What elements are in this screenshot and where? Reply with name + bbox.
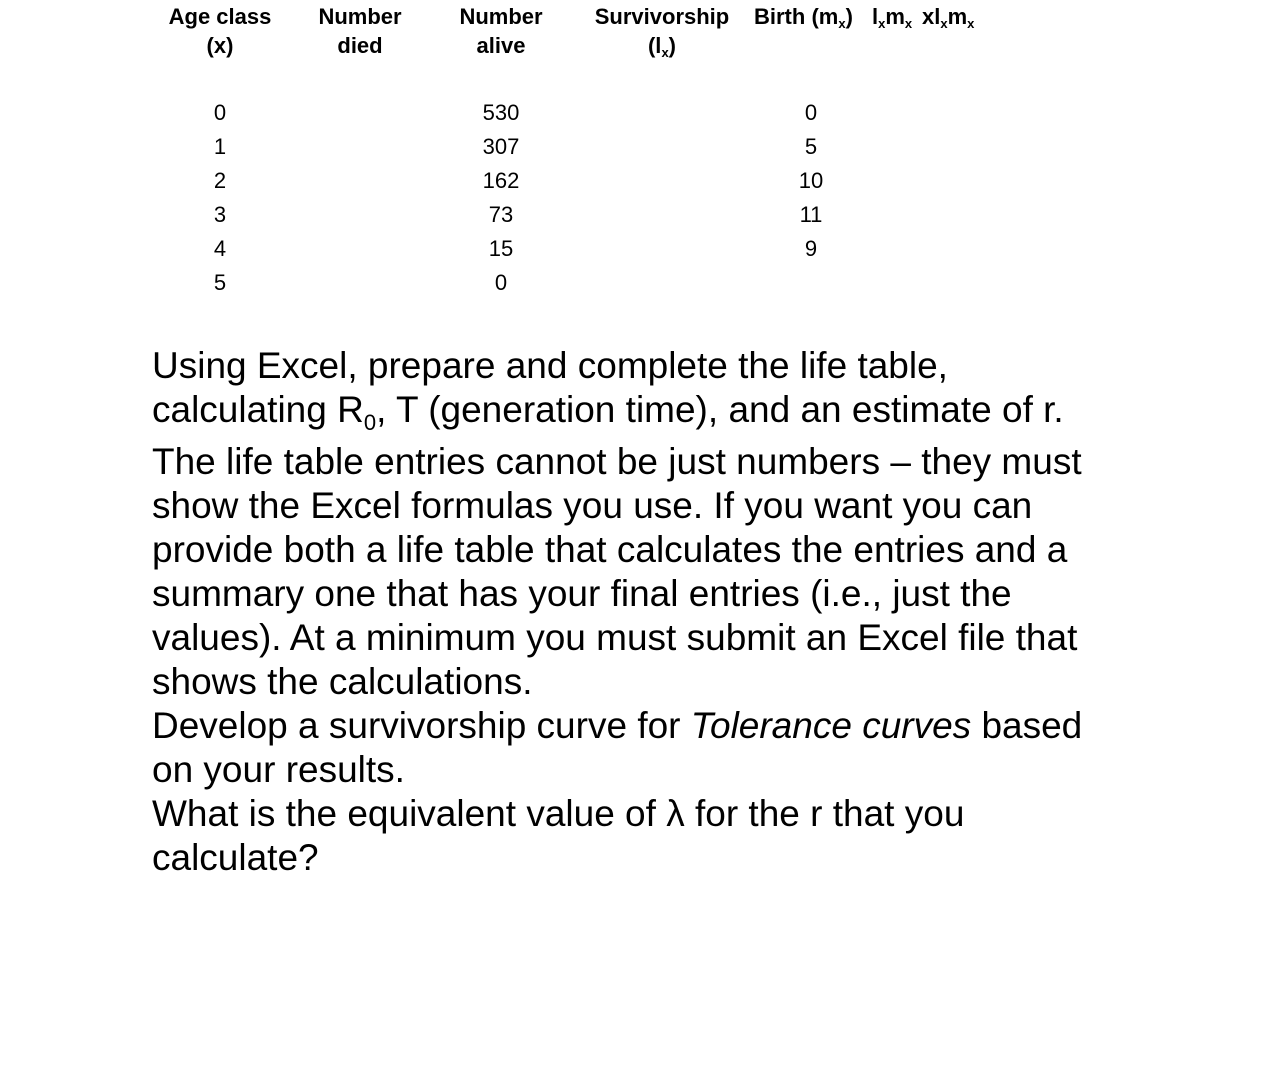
- header-age-class: [150, 2, 290, 60]
- table-cell-birth: 0: [804, 100, 818, 125]
- instruction-line: provide both a life table that calculates the entries and a: [152, 529, 1068, 570]
- instruction-text: calculating R: [152, 389, 364, 430]
- table-cell-age: 1: [213, 134, 227, 159]
- header-xlxmx-m: m: [947, 4, 968, 29]
- table-cell-birth: 10: [798, 168, 824, 193]
- header-number-alive-line1: Number: [459, 4, 543, 29]
- instruction-line: [152, 704, 1152, 748]
- header-number-alive-line2: alive: [476, 33, 526, 58]
- header-survivorship-sub: x: [661, 45, 669, 60]
- table-cell-alive: 307: [482, 134, 520, 159]
- table-cell-age: 3: [213, 202, 227, 227]
- table-cell-alive: 0: [494, 270, 508, 295]
- header-xlxmx: [922, 2, 992, 31]
- header-birth-label: Birth (m: [754, 4, 839, 29]
- header-birth-close: ): [845, 4, 853, 29]
- header-survivorship-close: ): [668, 33, 676, 58]
- r0-subscript: 0: [363, 410, 377, 435]
- header-lxmx-l: l: [872, 4, 879, 29]
- life-table: [0, 0, 1276, 310]
- instruction-line: values). At a minimum you must submit an Excel file that: [152, 617, 1078, 658]
- instruction-line: show the Excel formulas you use. If you want you can: [152, 485, 1033, 526]
- header-survivorship-line1: Survivorship: [594, 4, 730, 29]
- header-lxmx: [872, 2, 922, 31]
- header-age-class-line2: (x): [206, 33, 234, 58]
- instruction-text: based: [971, 705, 1083, 746]
- table-cell-age: 2: [213, 168, 227, 193]
- header-survivorship-line2: [582, 31, 742, 60]
- instruction-line: summary one that has your final entries (i.e., just the: [152, 573, 1012, 614]
- header-lxmx-sub2: x: [904, 16, 913, 31]
- header-survivorship: [582, 2, 742, 60]
- instruction-line: [152, 388, 1152, 435]
- header-number-died: [295, 2, 425, 60]
- table-cell-alive: 530: [482, 100, 520, 125]
- header-xlxmx-xl: xl: [922, 4, 941, 29]
- header-number-alive: [436, 2, 566, 60]
- header-lxmx-sub1: x: [878, 16, 886, 31]
- instructions: [152, 344, 1152, 880]
- header-number-died-line1: Number: [318, 4, 402, 29]
- header-survivorship-l: (l: [647, 33, 662, 58]
- species-name: Tolerance curves: [690, 705, 972, 746]
- header-number-died-line2: died: [337, 33, 383, 58]
- instruction-text: Develop a survivorship curve for: [152, 705, 691, 746]
- table-cell-birth: 9: [804, 236, 818, 261]
- instruction-line: shows the calculations.: [152, 661, 533, 702]
- header-xlxmx-sub1: x: [940, 16, 948, 31]
- header-birth-sub: x: [838, 16, 846, 31]
- table-cell-birth: 5: [804, 134, 818, 159]
- instruction-line: What is the equivalent value of λ for the r that you: [152, 793, 965, 834]
- table-cell-alive: 15: [488, 236, 514, 261]
- table-cell-alive: 73: [488, 202, 514, 227]
- header-age-class-line1: Age class: [168, 4, 272, 29]
- instruction-line: on your results.: [152, 749, 405, 790]
- header-birth: [754, 2, 872, 31]
- instruction-line: Using Excel, prepare and complete the life table,: [152, 345, 948, 386]
- header-lxmx-m: m: [885, 4, 905, 29]
- instruction-line: The life table entries cannot be just numbers – they must: [152, 441, 1082, 482]
- table-cell-alive: 162: [482, 168, 520, 193]
- table-cell-birth: 11: [799, 202, 823, 227]
- instruction-text: , T (generation time), and an estimate of r.: [376, 389, 1064, 430]
- instruction-line: calculate?: [152, 837, 319, 878]
- header-xlxmx-sub2: x: [967, 16, 975, 31]
- table-cell-age: 0: [213, 100, 227, 125]
- table-cell-age: 5: [213, 270, 227, 295]
- table-cell-age: 4: [213, 236, 227, 261]
